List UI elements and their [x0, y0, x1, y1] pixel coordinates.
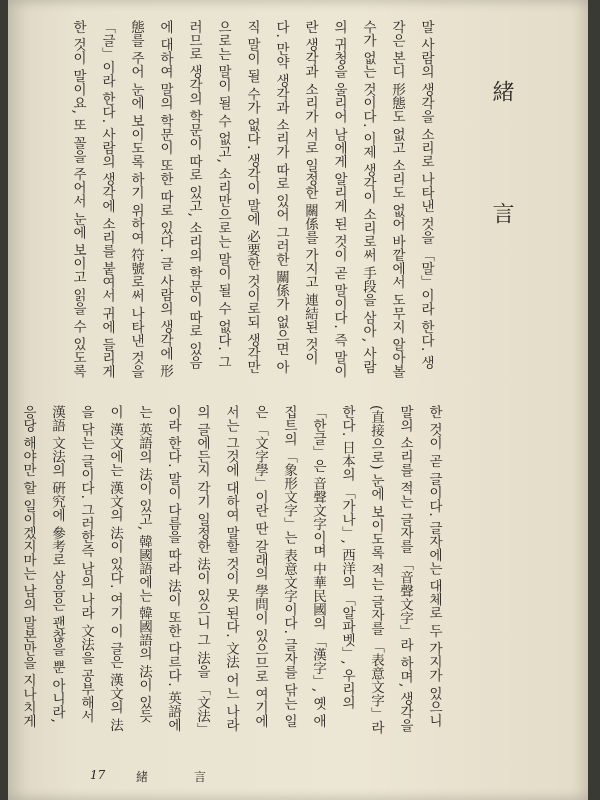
- running-head: 緒言: [136, 770, 253, 784]
- chapter-title: 緒言: [489, 80, 514, 324]
- page-number: 17: [90, 768, 106, 782]
- upper-text-block: 말 사람의 생각을 소리로 나타낸 것을 「말」이라 한다. 생각은 본디 形態도 없고 소리도 없어 바깥에서 도무지 알아볼 수가 없는 것이다. 이제 생각이 소리로써 手段을 삼아, 사람의 귀청을 울리어 남에게 알리게 된 것이 곧 말이다. 즉 말이란 생각과 소리가 서로 일정한 關係를 가지고 連結된 것이다. 만약 생각과 소리가 따로 있어 그러한 關係가 없으면 아직 말이 될 수가 없다. 생각이 말에 必要한 것이로되 생각만으로는 말이 될 수 없고, 소리만으로는 말이 될 수 없다. 그러므로 생각의 학문이 따로 있고, 소리의 학문이 따로 있음에 대하여 말의 학문이 또한 따로 있다. 글 사람의 생각에 形態를 주어 눈에 보이도록 하기 위하여 符號로써 나타낸 것을 「글」이라 한다. 사람의 생각에 소리를 붙여서 귀에 들리게 한 것이 말이요, 또 꼴을 주어서 눈에 보이고 읽을 수 있도록: [70, 20, 434, 379]
- lower-text-block: 한 것이 곧 글이다. 글자에는 대체로 두 가지가 있으니 말의 소리를 적는 글자를 「音聲文字」라 하며, 생각을 (直接으로) 눈에 보이도록 적는 글자를 「表意文字」라 한다. 日本의 「가나」, 西洋의 「알파벳」, 우리의 「한글」은 音聲文字이며 中華民國의 「漢字」, 옛 애집트의 「象形文字」는 表意文字이다. 글자를 닦는 일은 「文字學」이란 딴 갈래의 學問이 있으므로 여기에서는 그것에 대하여 말할 것이 못 된다. 文法 어느 나라의 글에든지 각기 일정한 法이 있으니 그 法을 「文法」이라 한다. 말이 다름을 따라 法이 또한 다르다. 英語에는 英語의 法이 있고, 韓國語에는 韓國語의 法이 있듯이 漢文에는 漢文의 法이 있다. 여기 이 글은 漢文의 法을 닦는 글이다. 그러한즉 남의 나라 文法을 공부해서 漢語 文法의 硏究에 參考로 삼음은 괜찮을 뿐 아니라, 응당 해야만 할 일이겠지마는 남의 말본만을 지나치게: [20, 405, 442, 734]
- book-page: [8, 0, 588, 800]
